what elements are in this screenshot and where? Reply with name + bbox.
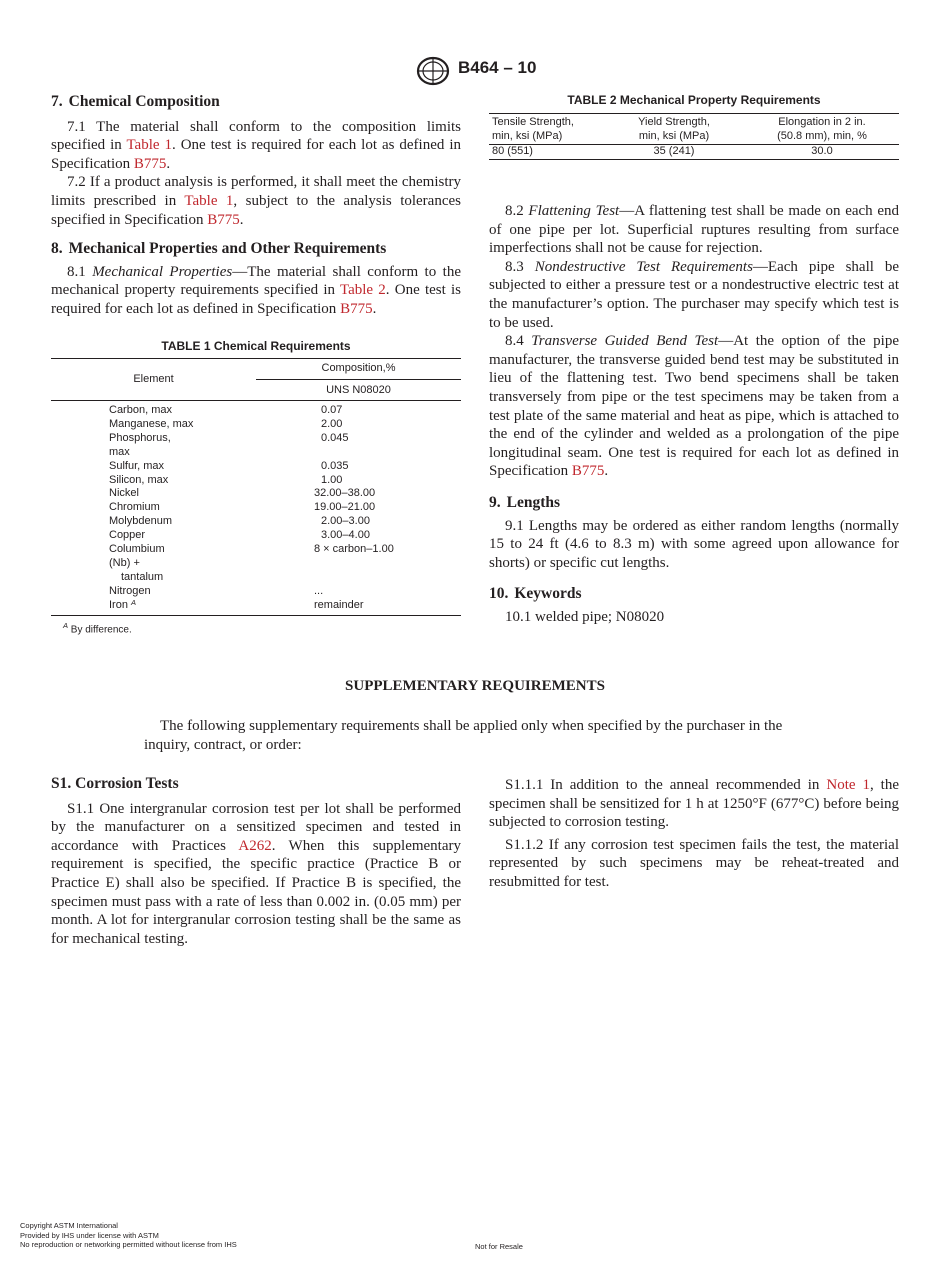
page-header bbox=[0, 56, 950, 86]
text: S1.1.1 In addition to the anneal recommended in bbox=[505, 777, 827, 793]
s1-heading: S1. Corrosion Tests bbox=[51, 775, 179, 792]
cell-element: Silicon, max bbox=[109, 473, 169, 486]
b775-link[interactable]: B775 bbox=[133, 155, 167, 172]
supplementary-intro bbox=[144, 717, 814, 755]
text: . bbox=[166, 155, 171, 172]
a262-link[interactable]: A262 bbox=[238, 837, 272, 854]
astm-logo bbox=[416, 56, 450, 86]
header-line: Tensile Strength, bbox=[492, 116, 574, 128]
not-for-resale: Not for Resale bbox=[475, 1242, 523, 1251]
table-1 bbox=[51, 339, 461, 639]
italic-term: Transverse Guided Bend Test bbox=[531, 333, 719, 350]
section-9-heading bbox=[489, 494, 899, 513]
cell-value: 32.00–38.00 bbox=[314, 487, 376, 500]
cell-value: 0.045 bbox=[321, 431, 349, 444]
paragraph-7-2 bbox=[51, 173, 461, 229]
cell-value: 0.07 bbox=[321, 404, 343, 416]
cell-element: max bbox=[109, 445, 130, 458]
text: S1.1 One intergranular corrosion test per lot shall be performed by the manufacturer on a sensitized specimen and tested in accordance with Practices bbox=[51, 800, 461, 854]
rule bbox=[51, 400, 461, 401]
text: —At the option of the pipe manufacturer, the transverse guided bend test may be substituted in lieu of the flattening test. Two bend specimens shall be taken transversely from pipe or the test specimens may be taken from a test plate of the same material and heat as pipe, which is attached to the end of the cylinder and welded as a prolongation of the pipe longitudinal seam. One test is required for each lot as defined in Specification bbox=[489, 333, 900, 480]
table-body bbox=[51, 404, 461, 614]
text: 8.3 bbox=[505, 258, 535, 275]
rule bbox=[489, 113, 899, 114]
table-2-link[interactable]: Table 2 bbox=[339, 282, 386, 299]
section-number: 9. bbox=[489, 493, 501, 511]
table-row bbox=[51, 487, 461, 501]
cell-value: 1.00 bbox=[321, 473, 343, 486]
section-title: Lengths bbox=[506, 493, 561, 511]
section-title: Keywords bbox=[514, 585, 582, 603]
note-1-link[interactable]: Note 1 bbox=[826, 777, 870, 793]
table-row bbox=[51, 460, 461, 474]
section-8-heading bbox=[51, 240, 461, 259]
table-1-link[interactable]: Table 1 bbox=[184, 192, 234, 209]
header-line: min, ksi (MPa) bbox=[492, 129, 563, 142]
text: , subject to the analysis tolerances specified in Specification bbox=[51, 192, 461, 228]
section-number: 10. bbox=[489, 585, 509, 603]
table-row bbox=[51, 529, 461, 543]
section-number: 7. bbox=[51, 93, 63, 110]
header-line: (50.8 mm), min, % bbox=[777, 129, 867, 142]
text: . bbox=[239, 211, 244, 228]
table-row bbox=[51, 501, 461, 515]
left-column bbox=[51, 93, 461, 319]
cell-element: Nitrogen bbox=[109, 584, 151, 597]
paragraph-10-1: 10.1 welded pipe; N08020 bbox=[505, 608, 665, 625]
section-7-heading bbox=[51, 93, 461, 112]
text: . One test is required for each lot as defined in Specification bbox=[51, 137, 461, 172]
intro-text: The following supplementary requirements shall be applied only when specified by the purchaser in the inquiry, contract, or order: bbox=[144, 718, 783, 753]
paragraph-8-2 bbox=[489, 202, 899, 258]
column-header-element: Element bbox=[133, 373, 174, 385]
text: 8.2 bbox=[505, 203, 529, 219]
b775-link[interactable]: B775 bbox=[571, 463, 605, 480]
cell-element: Columbium bbox=[109, 543, 165, 555]
paragraph-s1-1-2: S1.1.2 If any corrosion test specimen fails the test, the material represented by such specimens may be reheat-treated and resubmitted for test. bbox=[489, 836, 899, 890]
cell-element: Phosphorus, bbox=[109, 431, 171, 444]
cell-element: Molybdenum bbox=[109, 515, 172, 528]
cell-value: 19.00–21.00 bbox=[314, 501, 376, 514]
section-title: Mechanical Properties and Other Requirements bbox=[68, 240, 387, 258]
header-line: Elongation in 2 in. bbox=[778, 116, 866, 128]
paragraph-s1-1-1 bbox=[489, 776, 899, 832]
cell-value: 8 × carbon–1.00 bbox=[314, 543, 394, 555]
footnote-mark: A bbox=[131, 597, 137, 607]
b775-link[interactable]: B775 bbox=[207, 211, 240, 228]
paragraph-8-1 bbox=[51, 263, 461, 319]
table-1-link[interactable]: Table 1 bbox=[126, 137, 172, 154]
text: —Each pipe shall be subjected to either a pressure test or a nondestructive electric test at the manufacturer’s option. The purchaser may specify which test is to be used. bbox=[489, 258, 900, 331]
text: . When this supplementary requirement is specified, the specific practice (Practice B or Practice E) shall also be specified. If Practice B is specified, the specimen must pass with a rate of less than 0.002 in. (0.05 mm) per month. A lot for intergranular corrosion testing shall be the same as for mechanical testing. bbox=[51, 837, 462, 947]
supplementary-title: SUPPLEMENTARY REQUIREMENTS bbox=[345, 678, 605, 694]
table-row bbox=[51, 446, 461, 460]
footnote-mark: A bbox=[63, 621, 69, 630]
rule bbox=[51, 358, 461, 359]
cell-element: Chromium bbox=[109, 501, 160, 514]
table-row bbox=[51, 585, 461, 599]
text: —A flattening test shall be made on each end of one pipe per lot. Superficial ruptures resulting from surface imperfections shall not be cause for rejection. bbox=[489, 203, 899, 257]
rule bbox=[489, 159, 899, 160]
right-column bbox=[489, 202, 899, 626]
footer-line: Provided by IHS under license with ASTM bbox=[20, 1230, 159, 1240]
supp-left-column bbox=[51, 775, 461, 948]
text: 8.1 bbox=[67, 263, 93, 280]
text: . One test is required for each lot as defined in Specification bbox=[51, 282, 461, 317]
cell-element: Manganese, max bbox=[109, 417, 194, 430]
text: , the specimen shall be sensitized for 1 h at 1250°F (677°C) before being subjected to corrosion testing. bbox=[489, 777, 899, 831]
table-row bbox=[51, 515, 461, 529]
table-row bbox=[51, 432, 461, 446]
footer-line: No reproduction or networking permitted without license from IHS bbox=[20, 1240, 237, 1249]
header-line: min, ksi (MPa) bbox=[638, 129, 710, 142]
cell-value: remainder bbox=[314, 598, 364, 611]
paragraph-s1-1 bbox=[51, 800, 461, 949]
section-number: 8. bbox=[51, 240, 63, 258]
section-10-heading bbox=[489, 585, 899, 604]
cell-element: Iron bbox=[109, 598, 128, 611]
column-header bbox=[757, 116, 887, 144]
column-header-composition: Composition,% bbox=[321, 362, 396, 374]
cell-element: Nickel bbox=[109, 487, 139, 500]
cell-value: 2.00–3.00 bbox=[321, 515, 370, 528]
cell-element: Sulfur, max bbox=[109, 459, 165, 472]
header-line: Yield Strength, bbox=[638, 116, 710, 128]
paragraph-7-1 bbox=[51, 118, 461, 174]
table-title: TABLE 2 Mechanical Property Requirements bbox=[567, 93, 821, 107]
rule bbox=[51, 615, 461, 616]
paragraph-9-1: 9.1 Lengths may be ordered as either random lengths (normally 15 to 24 ft (4.6 to 8.3 m) with some agreed upon allowance for shorts) or specific cut lengths. bbox=[489, 517, 899, 571]
rule bbox=[256, 379, 461, 380]
table-row bbox=[51, 474, 461, 488]
supp-right-column bbox=[489, 776, 899, 892]
text: —The material shall conform to the mechanical property requirements specified in bbox=[51, 263, 461, 299]
cell-element: tantalum bbox=[121, 570, 164, 583]
cell-elongation: 30.0 bbox=[811, 145, 833, 157]
cell-value: 0.035 bbox=[321, 459, 349, 472]
text: 7.2 If a product analysis is performed, it shall meet the chemistry limits prescribed in bbox=[51, 174, 461, 209]
cell-tensile: 80 (551) bbox=[492, 145, 533, 157]
section-title: Chemical Composition bbox=[68, 93, 220, 110]
footnote-text: By difference. bbox=[68, 624, 132, 636]
table-2 bbox=[489, 93, 899, 163]
table-header-row bbox=[489, 116, 899, 146]
cell-element: Carbon, max bbox=[109, 404, 172, 416]
cell-value: 2.00 bbox=[321, 417, 343, 430]
table-row bbox=[489, 145, 899, 159]
column-header-uns: UNS N08020 bbox=[326, 384, 391, 396]
italic-term: Flattening Test bbox=[528, 203, 620, 219]
text: 7.1 The material shall conform to the composition limits specified in bbox=[51, 118, 461, 154]
cell-element: (Nb) + bbox=[109, 556, 140, 569]
table-row bbox=[51, 543, 461, 557]
table-row bbox=[51, 418, 461, 432]
table-row bbox=[51, 599, 461, 613]
column-header bbox=[609, 116, 739, 144]
copyright-footer bbox=[20, 1221, 237, 1250]
table-footnote bbox=[63, 619, 132, 637]
text: . bbox=[372, 300, 377, 317]
table-title: TABLE 1 Chemical Requirements bbox=[161, 339, 351, 353]
cell-element: Copper bbox=[109, 529, 146, 542]
table-row bbox=[51, 557, 461, 571]
footer-line: Copyright ASTM International bbox=[20, 1221, 118, 1230]
text: . bbox=[604, 463, 609, 480]
cell-value: ... bbox=[314, 584, 324, 597]
paragraph-8-3 bbox=[489, 258, 899, 332]
cell-yield: 35 (241) bbox=[653, 145, 695, 157]
table-row bbox=[51, 404, 461, 418]
b775-link[interactable]: B775 bbox=[340, 300, 373, 317]
cell-value: 3.00–4.00 bbox=[321, 529, 370, 542]
text: 8.4 bbox=[505, 333, 532, 350]
document-id: B464 – 10 bbox=[458, 58, 537, 77]
italic-term: Nondestructive Test Requirements bbox=[534, 258, 753, 275]
italic-term: Mechanical Properties bbox=[92, 263, 233, 280]
table-row bbox=[51, 571, 461, 585]
paragraph-8-4 bbox=[489, 332, 899, 481]
